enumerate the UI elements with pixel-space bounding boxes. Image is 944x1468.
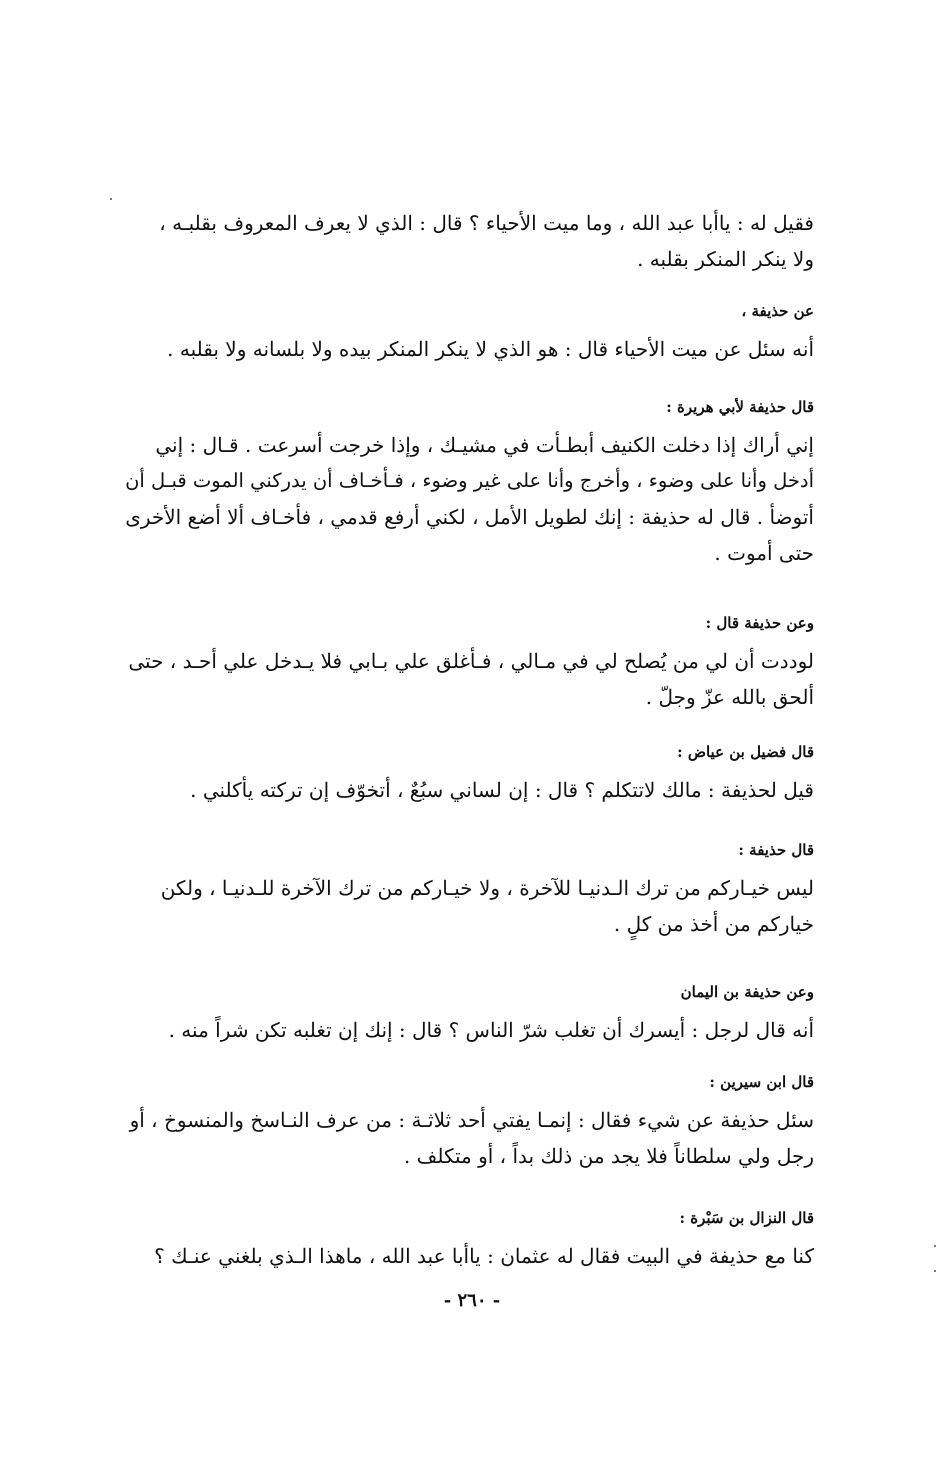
section-heading: قال ابن سيرين : xyxy=(709,1073,814,1091)
body-line: قيل لحذيفة : مالك لاتتكلم ؟ قال : إن لساني سبُعٌ ، أتخوّف إن تركته يأكلني . xyxy=(190,778,814,802)
section-heading: وعن حذيفة بن اليمان xyxy=(680,983,814,1001)
body-line: إني أراك إذا دخلت الكنيف أبطـأت في مشيـك ، وإذا خرجت أسرعت . قـال : إني xyxy=(155,433,814,457)
body-line: ألحق بالله عزّ وجلّ . xyxy=(645,685,814,709)
body-line: رجل ولي سلطاناً فلا يجد من ذلك بداً ، أو متكلف . xyxy=(403,1144,814,1168)
body-line: ليس خيـاركم من ترك الـدنيـا للآخرة ، ولا خيـاركم من ترك الآخرة للـدنيـا ، ولكن xyxy=(160,876,814,900)
section-heading: عن حذيفة ، xyxy=(741,302,814,320)
body-line: كنا مع حذيفة في البيت فقال له عثمان : ياأبا عبد الله ، ماهذا الـذي بلغني عنـك ؟ xyxy=(154,1244,814,1268)
paragraph-7 xyxy=(108,980,814,1048)
paragraph-5 xyxy=(108,740,814,808)
section-heading: قال النزال بن سَبْرة : xyxy=(679,1209,814,1227)
scan-speck xyxy=(934,1245,936,1247)
paragraph-4 xyxy=(108,611,814,715)
section-heading: وعن حذيفة قال : xyxy=(705,614,814,632)
paragraph-2 xyxy=(108,299,814,367)
body-line: سئل حذيفة عن شيء فقال : إنمـا يفتي أحد ثلاثـة : من عرف النـاسخ والمنسوخ ، أو xyxy=(129,1108,814,1132)
paragraph-9 xyxy=(108,1206,814,1274)
body-line: فقيل له : ياأبا عبد الله ، وما ميت الأحياء ؟ قال : الذي لا يعرف المعروف بقلبـه ، xyxy=(159,211,814,235)
body-line: أتوضأ . قال له حذيفة : إنك لطويل الأمل ، لكني أرفع قدمي ، فأخـاف ألا أضع الأخرى xyxy=(125,505,814,529)
scan-speck xyxy=(110,198,112,200)
paragraph-3 xyxy=(108,395,814,571)
section-heading: قال حذيفة لأبي هريرة : xyxy=(666,398,814,416)
body-line: لوددت أن لي من يُصلح لي في مـالي ، فـأغلق علي بـابي فلا يـدخل علي أحـد ، حتى xyxy=(128,649,814,673)
section-heading: قال حذيفة : xyxy=(738,841,814,859)
body-line: أدخل وأنا على وضوء ، وأخرج وأنا على غير وضوء ، فـأخـاف أن يدركني الموت قبـل أن xyxy=(125,469,814,492)
paragraph-8 xyxy=(108,1070,814,1174)
body-line: ولا ينكر المنكر بقلبه . xyxy=(637,247,814,271)
section-heading: قال فضيل بن عياض : xyxy=(677,743,814,761)
body-line: خياركم من أخذ من كلٍ . xyxy=(613,912,814,936)
body-line: أنه قال لرجل : أيسرك أن تغلب شرّ الناس ؟ قال : إنك إن تغلبه تكن شراً منه . xyxy=(168,1018,814,1042)
scan-speck xyxy=(934,1270,936,1272)
paragraph-1 xyxy=(108,205,814,277)
body-line: حتى أموت . xyxy=(714,541,814,565)
paragraph-6 xyxy=(108,838,814,942)
page-number: - ٢٦٠ - xyxy=(443,1290,501,1311)
body-line: أنه سئل عن ميت الأحياء قال : هو الذي لا ينكر المنكر بيده ولا بلسانه ولا بقلبه . xyxy=(167,337,814,361)
